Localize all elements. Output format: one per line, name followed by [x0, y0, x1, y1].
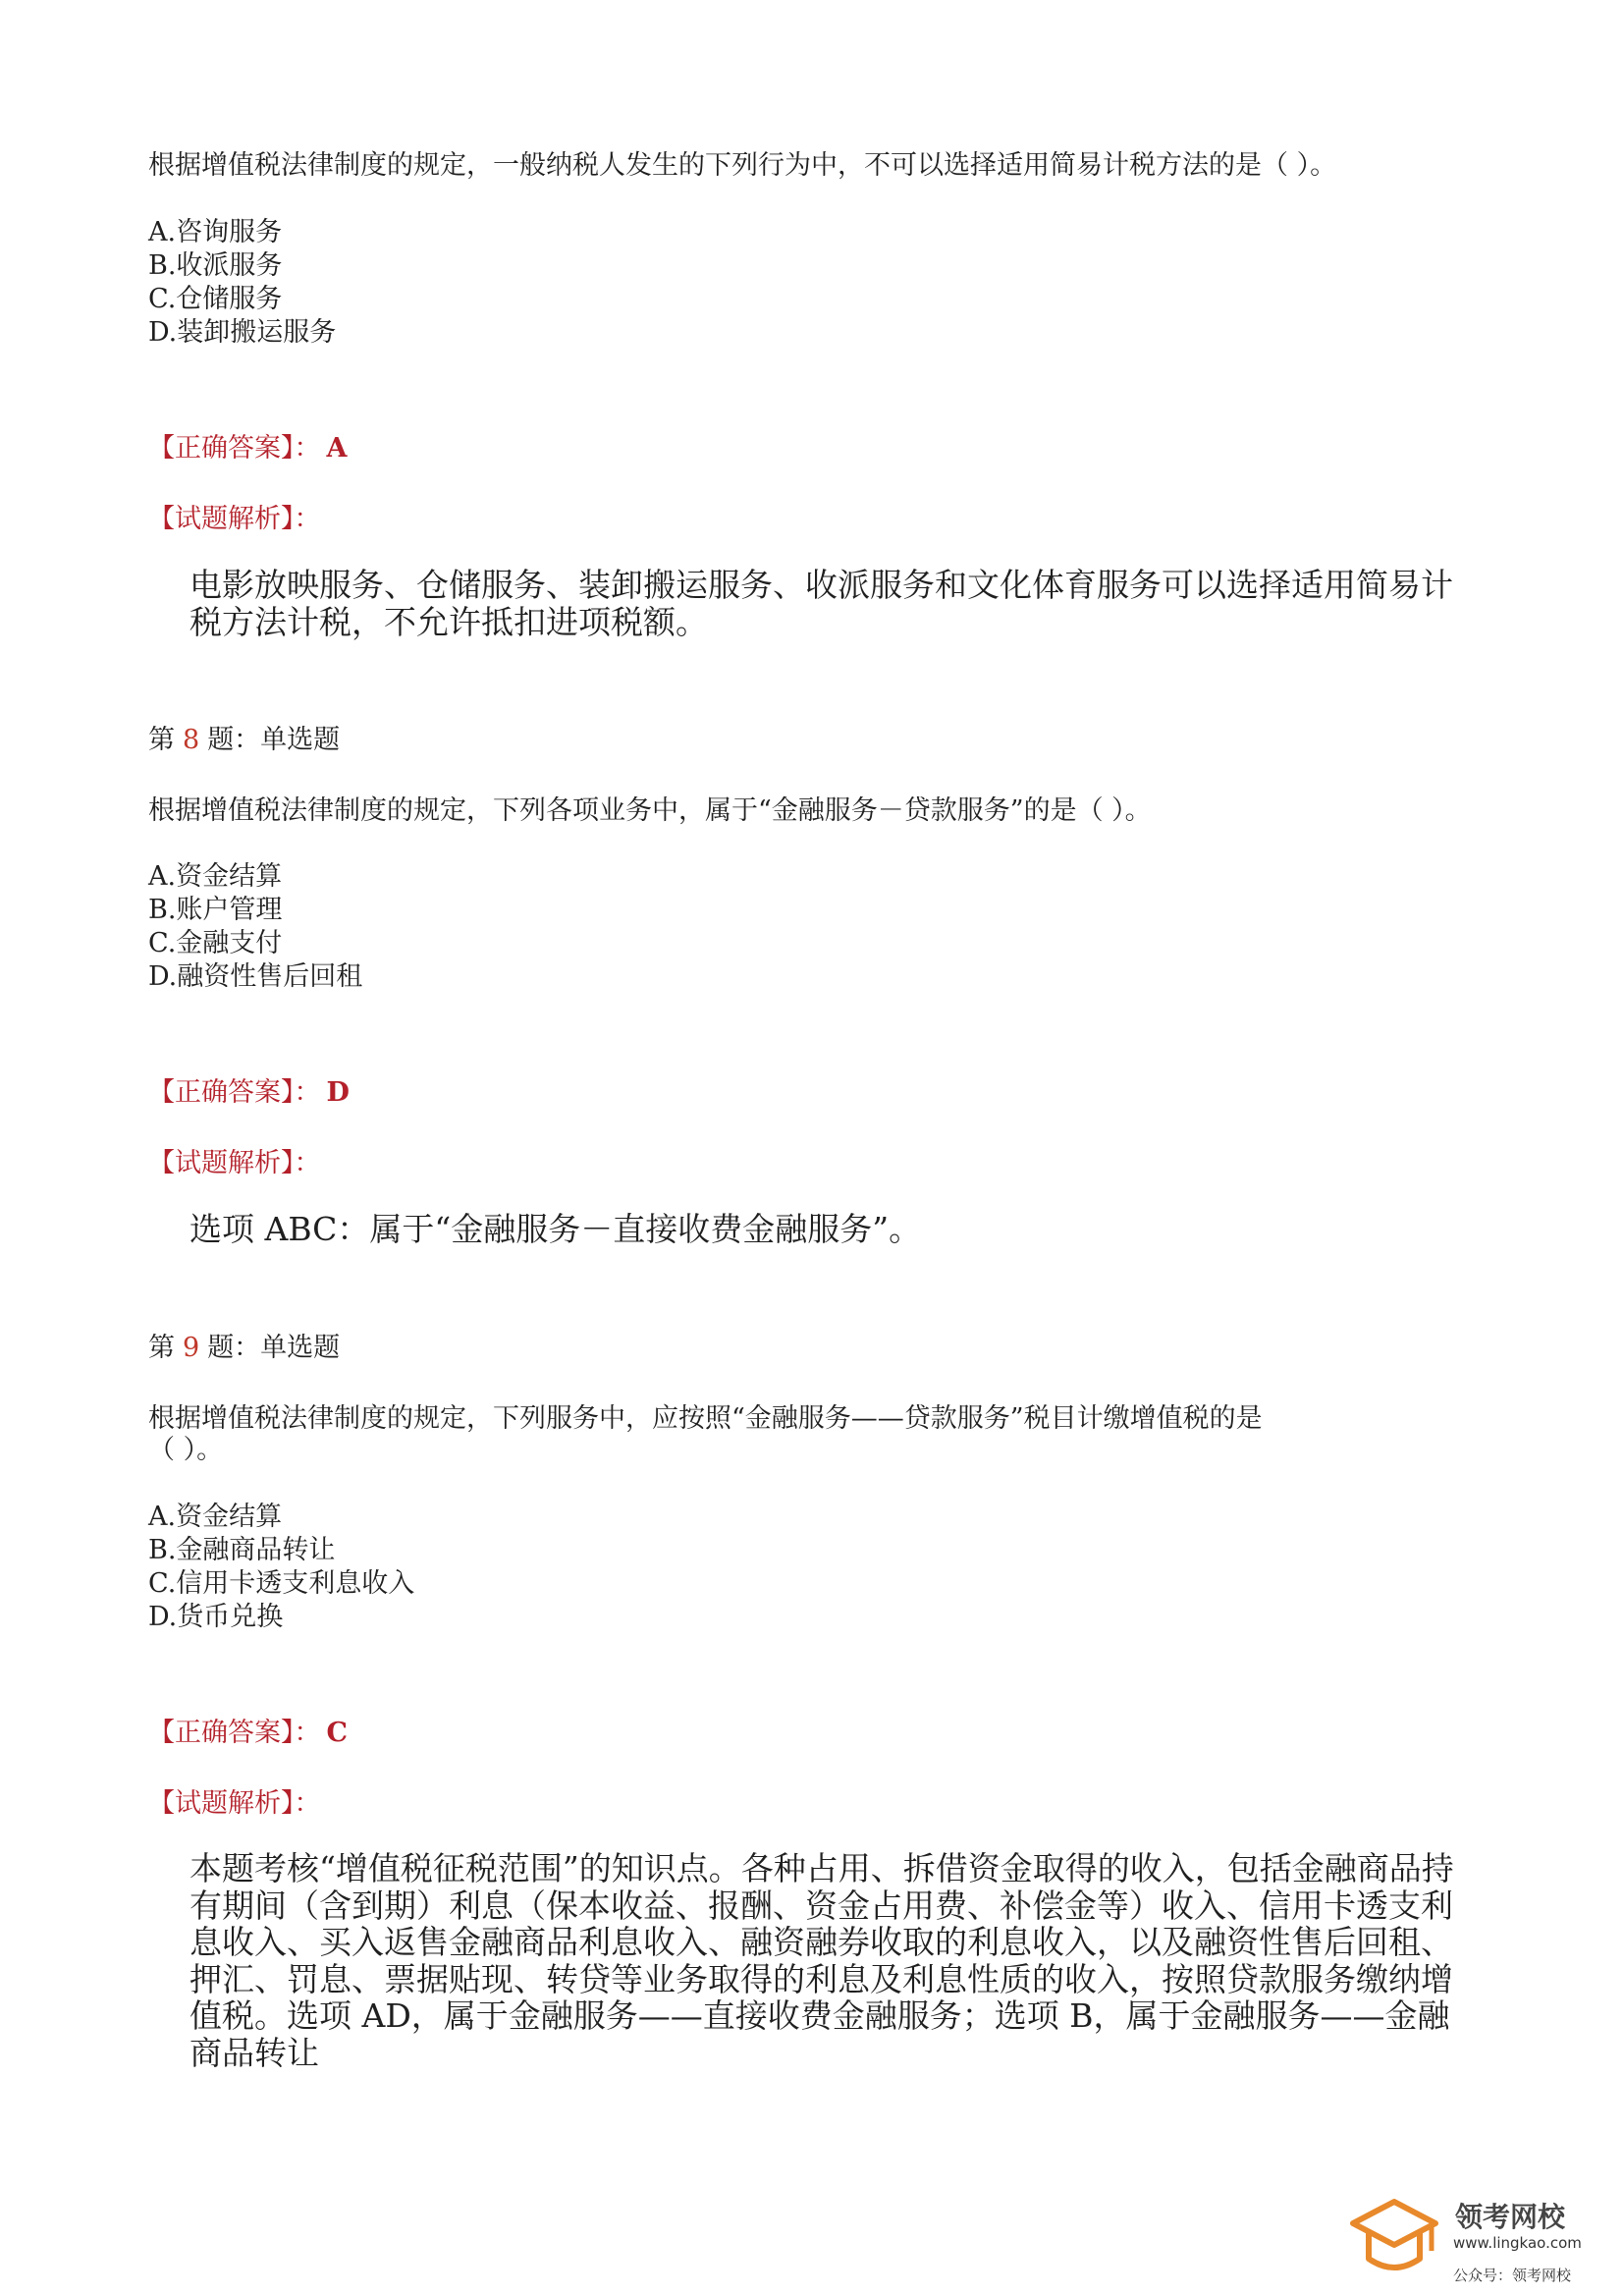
analysis-text: 选项 ABC：属于“金融服务－直接收费金融服务”。	[189, 1210, 922, 1248]
brand-name: 领考网校	[1455, 2201, 1566, 2233]
analysis-label: 【试题解析】：	[148, 504, 321, 534]
header-suffix: 题：单选题	[207, 725, 341, 755]
header-prefix: 第	[148, 725, 175, 755]
header-prefix: 第	[148, 1333, 175, 1363]
wechat-account: 公众号：领考网校	[1453, 2267, 1572, 2284]
option-b: B.收派服务	[148, 250, 283, 281]
option-list	[148, 1501, 414, 1634]
option-d: D.货币兑换	[148, 1602, 284, 1632]
answer-value: C	[326, 1718, 348, 1748]
option-list	[148, 216, 336, 350]
brand-url: www.lingkao.com	[1453, 2234, 1582, 2252]
question-header	[148, 1326, 340, 1364]
question-stem: 根据增值税法律制度的规定，下列各项业务中，属于“金融服务－贷款服务”的是（ ）。	[148, 795, 1152, 826]
question-number: 8	[183, 725, 200, 755]
analysis-text: 电影放映服务、仓储服务、装卸搬运服务、收派服务和文化体育服务可以选择适用简易计税方法计税，不允许抵扣进项税额。	[189, 566, 1453, 641]
answer-label: 【正确答案】：	[148, 433, 321, 464]
analysis-text: 本题考核“增值税征税范围”的知识点。各种占用、拆借资金取得的收入，包括金融商品持有期间（含到期）利息（保本收益、报酬、资金占用费、补偿金等）收入、信用卡透支利息收入、买入返售金融商品利息收入、融资融券收取的利息收入，以及融资性售后回租、押汇、罚息、票据贴现、转贷等业务取得的利息及利息性质的收入，按照贷款服务缴纳增值税。选项 AD，属于金融服务——直接收费金融服务；选项 B，属于金融服务——金融商品转让	[189, 1849, 1454, 2072]
question-stem: 根据增值税法律制度的规定，下列服务中，应按照“金融服务——贷款服务”税目计缴增值税的是	[148, 1403, 1263, 1434]
option-c: C.信用卡透支利息收入	[148, 1568, 415, 1599]
option-a: A.咨询服务	[148, 217, 283, 247]
question-header	[148, 718, 340, 756]
option-d: D.融资性售后回租	[148, 961, 363, 992]
option-a: A.资金结算	[148, 1502, 283, 1532]
analysis-label: 【试题解析】：	[148, 1788, 321, 1819]
option-c: C.金融支付	[148, 928, 283, 958]
question-stem: 根据增值税法律制度的规定，一般纳税人发生的下列行为中，不可以选择适用简易计税方法的是（ ）。	[148, 150, 1337, 181]
header-suffix: 题：单选题	[207, 1333, 341, 1363]
analysis-label: 【试题解析】：	[148, 1148, 321, 1178]
question-number: 9	[183, 1333, 200, 1363]
answer-value: A	[326, 433, 348, 464]
correct-answer	[148, 1070, 350, 1109]
answer-value: D	[326, 1077, 350, 1108]
graduation-cap-icon	[1345, 2190, 1443, 2292]
option-a: A.资金结算	[148, 861, 283, 892]
option-d: D.装卸搬运服务	[148, 317, 337, 348]
option-b: B.账户管理	[148, 895, 283, 925]
correct-answer	[148, 1711, 348, 1749]
question-stem-continued: （ ）。	[148, 1435, 224, 1465]
option-b: B.金融商品转让	[148, 1535, 336, 1565]
option-list	[148, 860, 362, 994]
answer-label: 【正确答案】：	[148, 1077, 321, 1108]
correct-answer	[148, 426, 347, 465]
option-c: C.仓储服务	[148, 284, 283, 314]
answer-label: 【正确答案】：	[148, 1718, 321, 1748]
